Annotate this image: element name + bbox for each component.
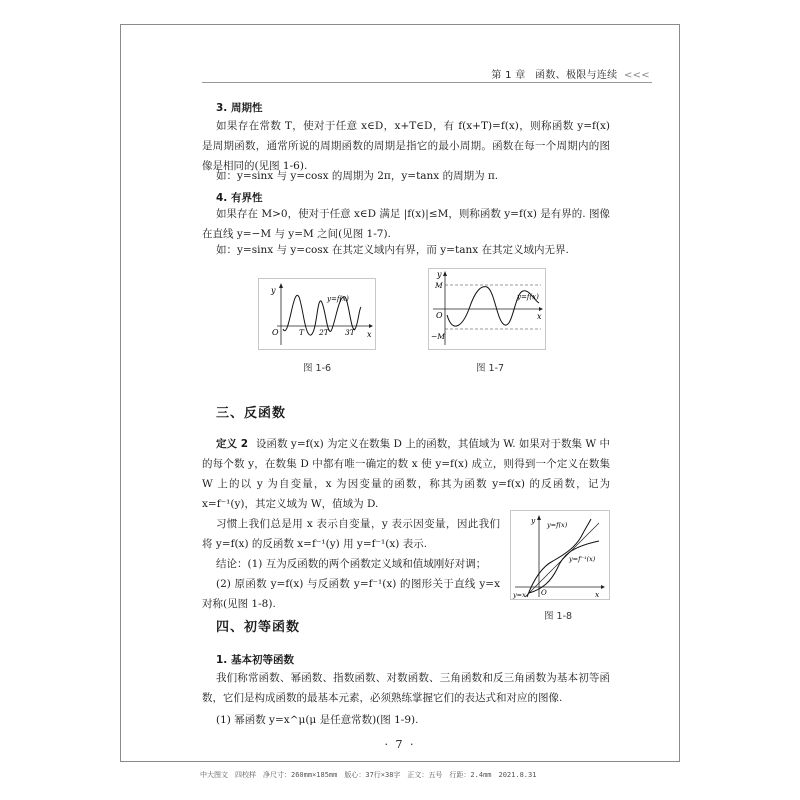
figure-1-8-graph xyxy=(511,511,609,599)
periodicity-heading: 3. 周期性 xyxy=(216,102,263,114)
x-axis-arrow xyxy=(369,324,373,328)
chapter-title: 函数、极限与连续 xyxy=(535,70,618,81)
figure-1-6 xyxy=(258,278,376,350)
y-axis-label: y xyxy=(271,286,276,295)
periodicity-paragraph: 如果存在常数 T，使对于任意 x∈D，x+T∈D，有 f(x+T)=f(x)，则称函数 y=f(x) 是周期函数，通常所说的周期函数的周期是指它的最小周期。函数在每一个周期内的图像是相同的(见图 1-6). xyxy=(202,120,610,172)
tick-2T: 2T xyxy=(319,328,329,337)
definition-text: 设函数 y=f(x) 为定义在数集 D 上的函数，其值域为 W. 如果对于数集 W 中的每个数 y，在数集 D 中都有唯一确定的数 x 使 y=f(x) 成立，则得到一个定义在数集 W 上的以 y 为自变量，x 为因变量的函数，称其为函数 y=f(x) 的反函数，记为 x=f⁻¹(y)，其定义域为 W，值域为 D. xyxy=(202,438,610,510)
upper-bound-label: M xyxy=(435,281,443,290)
curve-label: y=f(x) xyxy=(327,295,349,303)
inverse-conclusion-2: (2) 原函数 y=f(x) 与反函数 y=f⁻¹(x) 的图形关于直线 y=x 对称(见图 1-8). xyxy=(202,578,500,610)
inverse-curve-label: y=f⁻¹(x) xyxy=(569,555,596,563)
lower-bound-label: −M xyxy=(431,332,445,341)
elementary-paragraph: 我们称常函数、幂函数、指数函数、对数函数、三角函数和反三角函数为基本初等函数，它们是构成函数的最基本元素，必须熟练掌握它们的表达式和对应的图像. xyxy=(202,672,610,704)
boundedness-heading: 4. 有界性 xyxy=(216,192,263,204)
figure-1-7-graph xyxy=(429,269,545,349)
inverse-function-curve xyxy=(529,541,599,593)
origin-label: O xyxy=(541,589,547,597)
definition-label: 定义 2 xyxy=(216,438,249,450)
x-axis-arrow xyxy=(539,307,543,311)
print-imprint: 中大图文 四校样 净尺寸：260mm×185mm 版心：37行×38字 正文：五号 行距：2.4mm 2021.8.31 xyxy=(200,771,537,779)
tick-T: T xyxy=(299,328,305,337)
x-axis-label: x xyxy=(595,590,600,599)
page-number: · 7 · xyxy=(384,738,416,751)
boundedness-paragraph: 如果存在 M>0，使对于任意 x∈D 满足 |f(x)|≤M，则称函数 y=f(x) 是有界的. 图像在直线 y=−M 与 y=M 之间(见图 1-7). xyxy=(202,208,610,240)
inverse-definition xyxy=(202,434,610,514)
inverse-conclusion-1: 结论：(1) 互为反函数的两个函数定义域和值域刚好对调； xyxy=(216,558,487,570)
chapter-marker: <<< xyxy=(623,70,650,81)
power-function-item: (1) 幂函数 y=x^μ(μ 是任意常数)(图 1-9). xyxy=(216,714,419,726)
figure-1-6-caption: 图 1-6 xyxy=(303,363,332,374)
identity-line-label: y=x xyxy=(513,591,526,599)
y-axis-arrow xyxy=(279,283,283,288)
running-head xyxy=(491,66,650,81)
figure-1-8-caption: 图 1-8 xyxy=(544,611,573,622)
tick-3T: 3T xyxy=(345,328,355,337)
periodicity-example: 如：y=sinx 与 y=cosx 的周期为 2π，y=tanx 的周期为 π. xyxy=(216,170,499,182)
boundedness-example: 如：y=sinx 与 y=cosx 在其定义域内有界，而 y=tanx 在其定义域内无界. xyxy=(216,244,569,256)
inverse-function-section-title: 三、反函数 xyxy=(216,406,287,421)
x-axis-arrow xyxy=(601,585,605,589)
x-axis-label: x xyxy=(367,330,372,339)
figure-1-7-caption: 图 1-7 xyxy=(476,363,505,374)
header-rule xyxy=(202,82,652,83)
origin-label: O xyxy=(272,328,279,337)
inverse-notation-note: 习惯上我们总是用 x 表示自变量，y 表示因变量，因此我们将 y=f(x) 的反函数 x=f⁻¹(y) 用 y=f⁻¹(x) 表示. xyxy=(202,518,500,550)
y-axis-arrow xyxy=(443,271,447,276)
figure-1-8 xyxy=(510,510,610,600)
y-axis-label: y xyxy=(531,516,536,525)
figure-1-6-graph xyxy=(259,279,375,349)
chapter-number: 第 1 章 xyxy=(491,70,526,81)
x-axis-label: x xyxy=(537,312,542,321)
y-axis-label: y xyxy=(437,270,442,279)
function-curve-label: y=f(x) xyxy=(547,521,568,529)
curve-label: y=f(x) xyxy=(517,293,539,301)
basic-elementary-heading: 1. 基本初等函数 xyxy=(216,654,294,666)
figure-1-7 xyxy=(428,268,546,350)
origin-label: O xyxy=(436,311,443,320)
y-axis-arrow xyxy=(537,515,541,520)
elementary-function-section-title: 四、初等函数 xyxy=(216,620,301,635)
